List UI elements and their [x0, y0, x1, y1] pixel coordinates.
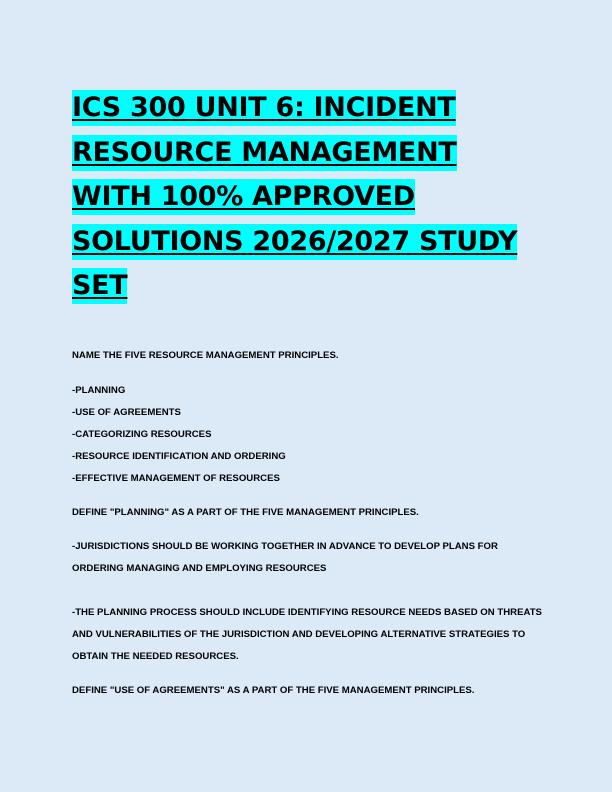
document-title — [72, 86, 542, 309]
list-item: -EFFECTIVE MANAGEMENT OF RESOURCES — [72, 473, 280, 484]
answer-planning-paragraph-1: -JURISDICTIONS SHOULD BE WORKING TOGETHER IN ADVANCE TO DEVELOP PLANS FOR ORDERING MANAGING AND EMPLOYING RESOURCES — [72, 541, 498, 574]
title-line: WITH 100% APPROVED — [72, 179, 415, 215]
question-define-use-of-agreements: DEFINE "USE OF AGREEMENTS" AS A PART OF THE FIVE MANAGEMENT PRINCIPLES. — [72, 685, 475, 696]
list-item: -CATEGORIZING RESOURCES — [72, 429, 212, 440]
principles-list — [72, 380, 286, 490]
list-item: -RESOURCE IDENTIFICATION AND ORDERING — [72, 451, 286, 462]
title-line: SOLUTIONS 2026/2027 STUDY — [72, 224, 517, 260]
list-item: -USE OF AGREEMENTS — [72, 407, 181, 418]
title-line: RESOURCE MANAGEMENT — [72, 135, 457, 171]
question-resource-principles: NAME THE FIVE RESOURCE MANAGEMENT PRINCIPLES. — [72, 350, 339, 361]
answer-planning-paragraph-2: -THE PLANNING PROCESS SHOULD INCLUDE IDENTIFYING RESOURCE NEEDS BASED ON THREATS AND VULNERABILITIES OF THE JURISDICTION AND DEVELOPING ALTERNATIVE STRATEGIES TO OBTAIN THE NEEDED RESOURCES. — [72, 607, 542, 662]
title-line: ICS 300 UNIT 6: INCIDENT — [72, 90, 456, 126]
list-item: -PLANNING — [72, 385, 126, 396]
question-define-planning: DEFINE "PLANNING" AS A PART OF THE FIVE MANAGEMENT PRINCIPLES. — [72, 507, 419, 518]
title-line: SET — [72, 268, 127, 304]
